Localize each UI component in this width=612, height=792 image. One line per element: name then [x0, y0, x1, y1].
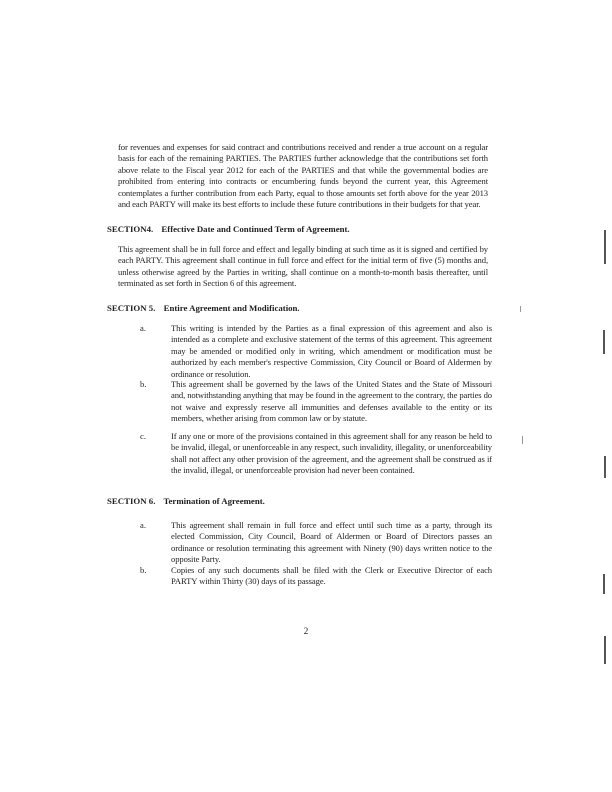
section-6-label: SECTION 6. — [107, 496, 156, 506]
list-item-text: If any one or more of the provisions contained in this agreement shall for any reason be held to be invalid, illegal, or unenforceable in any respect, such invalidity, illegality, or unenforceability shall not affect any other provision of the agreement, and the agreement shall be construed as if the invalid, illegal, or unenforceable provision had never been contained. — [171, 431, 492, 476]
section-6-heading — [107, 496, 265, 506]
section-4-heading — [107, 224, 350, 234]
list-item-text: This agreement shall remain in full force and effect until such time as a party, through its elected Commission, City Council, Board of Aldermen or Board of Directors passes an ordinance or resolution terminating this agreement with Ninety (90) days written notice to the opposite Party. — [171, 520, 492, 565]
opening-paragraph: for revenues and expenses for said contract and contributions received and render a true account on a regular basis for each of the remaining PARTIES. The PARTIES further acknowledge that the contributions set forth above relate to the Fiscal year 2012 for each of the PARTIES and that while the governmental bodies are prohibited from entering into contracts or encumbering funds beyond the current year, this Agreement contemplates a further contribution from each Party, equal to those amounts set forth above for the year 2013 and each PARTY will make its best efforts to include these future contributions in their budgets for that year. — [118, 142, 488, 210]
scan-edge-mark — [604, 230, 606, 264]
scan-edge-mark — [603, 330, 605, 354]
section-5-label: SECTION 5. — [107, 303, 156, 313]
section-6-title: Termination of Agreement. — [163, 496, 265, 506]
scan-speck — [522, 436, 523, 444]
scan-edge-mark — [603, 574, 605, 594]
list-item-text: This writing is intended by the Parties as a final expression of this agreement and also is intended as a complete and exclusive statement of the terms of this agreement. This agreement may be amended or modified only in writing, which amendment or modification must be authorized by each member's respective Commission, City Council or Board of Aldermen by ordinance or resolution. — [171, 323, 492, 379]
list-marker: a. — [140, 323, 146, 333]
list-marker: a. — [140, 520, 146, 530]
section-4-label: SECTION4. — [107, 224, 154, 234]
list-item-text: This agreement shall be governed by the laws of the United States and the State of Missouri and, notwithstanding anything that may be found in the agreement to the contrary, the parties do not waive and expressly reserve all immunities and defenses available to the entity or its members, whether arising from common law or by statute. — [171, 379, 492, 424]
list-marker: b. — [140, 379, 147, 389]
scan-edge-mark — [604, 456, 606, 478]
list-item-text: Copies of any such documents shall be filed with the Clerk or Executive Director of each PARTY within Thirty (30) days of its passage. — [171, 565, 492, 587]
scan-speck — [520, 306, 521, 312]
section-5-heading — [107, 303, 300, 313]
section-4-body: This agreement shall be in full force and effect and legally binding at such time as it is signed and certified by each PARTY. This agreement shall continue in full force and effect for the initial term of five (5) months and, unless otherwise agreed by the Parties in writing, shall continue on a month-to-month basis thereafter, until terminated as set forth in Section 6 of this agreement. — [118, 244, 488, 289]
list-marker: c. — [140, 431, 146, 441]
section-5-title: Entire Agreement and Modification. — [163, 303, 300, 313]
scan-edge-mark — [604, 636, 606, 664]
list-marker: b. — [140, 565, 147, 575]
section-4-title: Effective Date and Continued Term of Agreement. — [161, 224, 350, 234]
page-number: 2 — [303, 626, 309, 636]
